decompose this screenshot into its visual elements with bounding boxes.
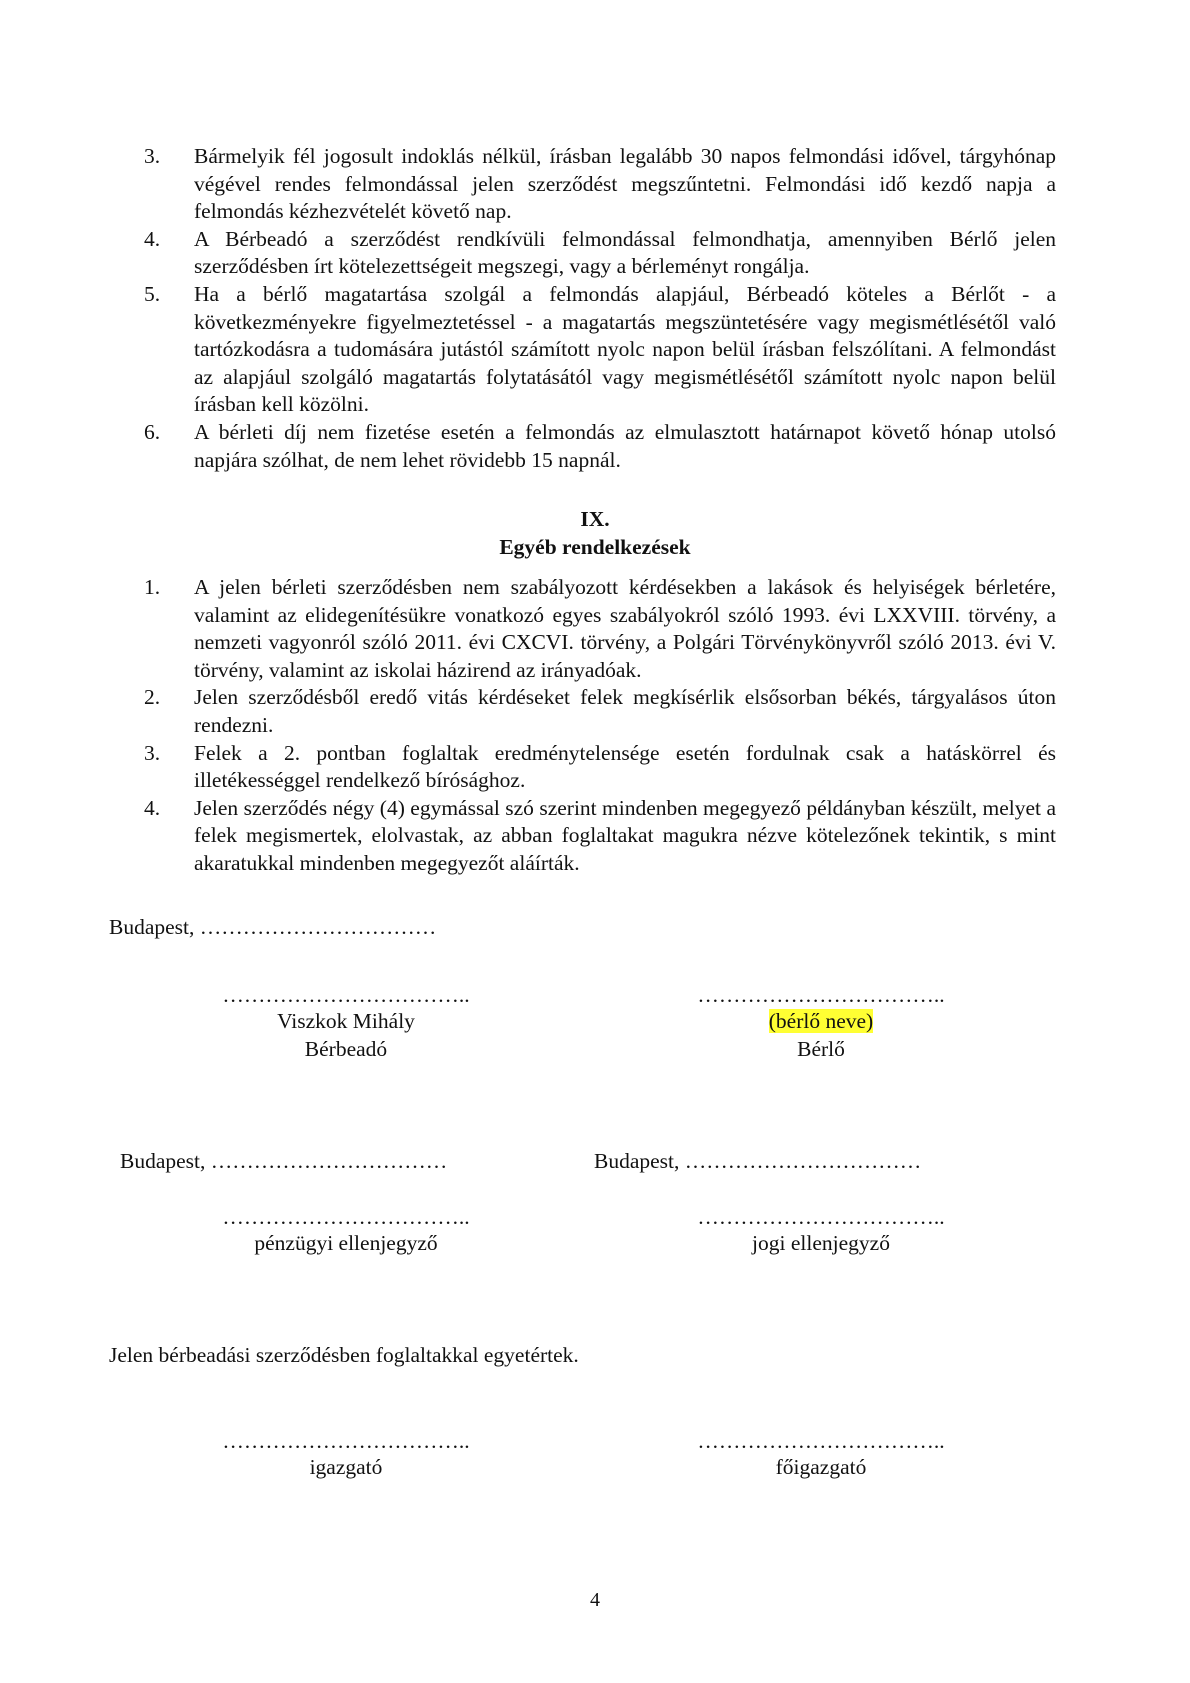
- item-text: Ha a bérlő magatartása szolgál a felmondás alapjául, Bérbeadó köteles a Bérlőt - a következményekre figyelmeztetéssel - a magatartás megszüntetésére vagy megismétlésétől való tartózkodásra a tudomására jutástól számított nyolc napon belül írásban felszólítani. A felmondást az alapjául szolgáló magatartás folytatásától vagy megismétlésétől számított nyolc napon belül írásban kell közölni.: [194, 281, 1056, 417]
- section-number: IX.: [580, 507, 610, 531]
- director-general-label: főigazgató: [775, 1455, 867, 1479]
- list-item: [144, 281, 1056, 419]
- director-signature-line: ……………………………..: [222, 1429, 470, 1453]
- director-label: igazgató: [309, 1455, 383, 1479]
- landlord-role: Bérbeadó: [304, 1037, 388, 1061]
- section-title: Egyéb rendelkezések: [499, 535, 691, 559]
- list-item: [144, 419, 1056, 474]
- list-item: [144, 226, 1056, 281]
- item-text: Bármelyik fél jogosult indoklás nélkül, írásban legalább 30 napos felmondási idővel, tárgyhónap végével rendes felmondással jelen szerződést megszűntetni. Felmondási idő kezdő napja a felmondás kézhezvételét követő nap.: [194, 144, 1056, 224]
- list-item: [144, 684, 1056, 739]
- item-number: 3.: [144, 144, 161, 168]
- tenant-name: [666, 1008, 976, 1036]
- termination-clauses: [144, 143, 1056, 474]
- item-text: Jelen szerződésből eredő vitás kérdéseket felek megkísérlik elsősorban békés, tárgyalásos úton rendezni.: [194, 685, 1056, 737]
- list-item: [144, 740, 1056, 795]
- list-item: [144, 574, 1056, 684]
- landlord-name: Viszkok Mihály: [277, 1009, 415, 1033]
- other-provisions: [144, 574, 1056, 878]
- item-number: 1.: [144, 575, 161, 599]
- item-text: Felek a 2. pontban foglaltak eredménytelensége esetén fordulnak csak a hatáskörrel és illetékességgel rendelkező bírósághoz.: [194, 740, 1056, 793]
- tenant-name-highlight: (bérlő neve): [768, 1009, 874, 1033]
- item-number: 4.: [144, 226, 161, 251]
- item-text: A Bérbeadó a szerződést rendkívüli felmondással felmondhatja, amennyiben Bérlő jelen szerződésben írt kötelezettségeit megszegi, vagy a bérleményt rongálja.: [194, 226, 1056, 279]
- agreement-statement: Jelen bérbeadási szerződésben foglaltakkal egyetértek.: [109, 1343, 579, 1367]
- place-date-main: Budapest, ……………………………: [109, 915, 437, 939]
- page-number: 4: [590, 1589, 600, 1611]
- landlord-signature-line: ……………………………..: [222, 983, 470, 1007]
- financial-signature-line: ……………………………..: [222, 1205, 470, 1229]
- list-item: [144, 795, 1056, 878]
- item-text: A jelen bérleti szerződésben nem szabályozott kérdésekben a lakások és helyiségek bérletére, valamint az elidegenítésükre vonatkozó egyes szabályokról szóló 1993. évi LXXVIII. törvény, a nemzeti vagyonról szóló 2011. évi CXCVI. törvény, a Polgári Törvénykönyvről szóló 2013. évi V. törvény, valamint az iskolai házirend az irányadóak.: [194, 575, 1056, 682]
- director-general-signature-line: ……………………………..: [697, 1429, 945, 1453]
- legal-countersign-label: jogi ellenjegyző: [752, 1231, 890, 1255]
- tenant-role: Bérlő: [797, 1037, 845, 1061]
- item-number: 6.: [144, 419, 161, 444]
- place-date-financial: Budapest, ……………………………: [120, 1149, 448, 1173]
- item-number: 5.: [144, 281, 161, 306]
- item-number: 3.: [144, 740, 161, 765]
- list-item: [144, 143, 1056, 226]
- financial-countersign-label: pénzügyi ellenjegyző: [254, 1231, 438, 1255]
- legal-signature-line: ……………………………..: [697, 1205, 945, 1229]
- item-number: 2.: [144, 685, 161, 710]
- tenant-signature-line: ……………………………..: [697, 983, 945, 1007]
- item-text: Jelen szerződés négy (4) egymással szó szerint mindenben megegyező példányban készült, melyet a felek megismertek, elolvastak, az abban foglaltakat magukra nézve kötelezőnek tekintik, s mint akaratukkal mindenben megegyezőt aláírták.: [194, 795, 1056, 875]
- item-text: A bérleti díj nem fizetése esetén a felmondás az elmulasztott határnapot követő hónap utolsó napjára szólhat, de nem lehet rövidebb 15 napnál.: [194, 419, 1056, 472]
- place-date-legal: Budapest, ……………………………: [594, 1149, 922, 1173]
- item-number: 4.: [144, 795, 161, 820]
